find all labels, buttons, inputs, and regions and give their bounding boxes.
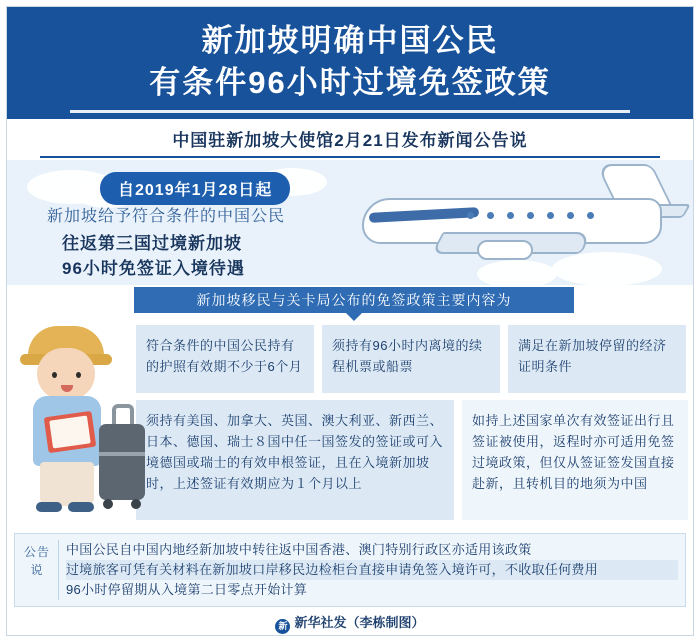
airplane-window-icon — [587, 212, 594, 219]
subtitle-rule — [40, 156, 660, 158]
airplane-window-icon — [507, 212, 514, 219]
policy-card-return-trip: 如持上述国家单次有效签证出行且签证被使用，返程时亦可适用免签过境政策，但仅从签证签发国直接赴新，且转机目的地须为中国 — [462, 400, 688, 520]
traveler-legs-icon — [40, 462, 94, 506]
policy-card: 符合条件的中国公民持有的护照有效期不少于6个月 — [136, 325, 314, 393]
notice-label: 公告说 — [23, 545, 50, 577]
policy-card-visa-countries: 须持有美国、加拿大、英国、澳大利亚、新西兰、日本、德国、瑞士８国中任一国签发的签证或可入境德国或瑞士的有效申根签证，且在入境新加坡时，上述签证有效期应为１个月以上 — [136, 400, 454, 520]
section-header-bar: 新加坡移民与关卡局公布的免签政策主要内容为 — [134, 287, 574, 313]
suitcase-icon — [99, 424, 145, 500]
policy-cards-top — [136, 325, 688, 393]
suitcase-handle-icon — [112, 404, 134, 426]
suitcase-wheel-icon — [103, 499, 113, 509]
airplane-window-icon — [487, 212, 494, 219]
policy-card: 须持有96小时内离境的续程机票或船票 — [322, 325, 500, 393]
notice-divider — [58, 540, 59, 600]
hero-line-b: 往返第三国过境新加坡 — [62, 234, 242, 253]
title-line-1: 新加坡明确中国公民 — [201, 23, 499, 58]
notice-line: 过境旅客可凭有关材料在新加坡口岸移民边检柜台直接申请免签入境许可，不收取任何费用 — [66, 560, 678, 580]
title-line-2: 有条件96小时过境免签政策 — [149, 65, 551, 100]
title-banner — [7, 7, 693, 119]
xinhua-logo-icon: 新 — [275, 619, 290, 634]
airplane-window-icon — [527, 212, 534, 219]
notice-line: 96小时停留期从入境第二日零点开始计算 — [66, 582, 308, 597]
footer-credit — [0, 612, 700, 634]
notice-line: 中国公民自中国内地经新加坡中转往返中国香港、澳门特别行政区亦适用该政策 — [66, 542, 532, 557]
title-underline — [70, 110, 630, 113]
subtitle: 中国驻新加坡大使馆2月21日发布新闻公告说 — [172, 131, 528, 150]
suitcase-wheel-icon — [131, 499, 141, 509]
airplane-engine-icon — [477, 240, 533, 260]
hero-line-c: 96小时免签证入境待遇 — [62, 259, 245, 278]
airplane-window-icon — [567, 212, 574, 219]
hero-line-a: 新加坡给予符合条件的中国公民 — [47, 208, 286, 225]
traveler-shoe-icon — [36, 502, 62, 512]
airplane-window-icon — [547, 212, 554, 219]
cloud-icon — [552, 252, 662, 285]
suitcase-stripe-icon — [99, 452, 145, 456]
effective-date-pill: 自2019年1月28日起 — [100, 172, 290, 205]
footer-text: 新华社发（李栋制图） — [294, 615, 425, 630]
traveler-head-icon — [37, 348, 95, 400]
policy-cards-bottom — [136, 400, 688, 520]
policy-card: 满足在新加坡停留的经济证明条件 — [508, 325, 686, 393]
airplane-window-icon — [467, 212, 474, 219]
traveler-eye-icon — [76, 372, 81, 378]
traveler-shoe-icon — [68, 502, 94, 512]
passport-page-icon — [49, 415, 91, 448]
notice-lines — [66, 540, 678, 600]
traveler-eye-icon — [52, 372, 57, 378]
cloud-icon — [477, 260, 557, 285]
